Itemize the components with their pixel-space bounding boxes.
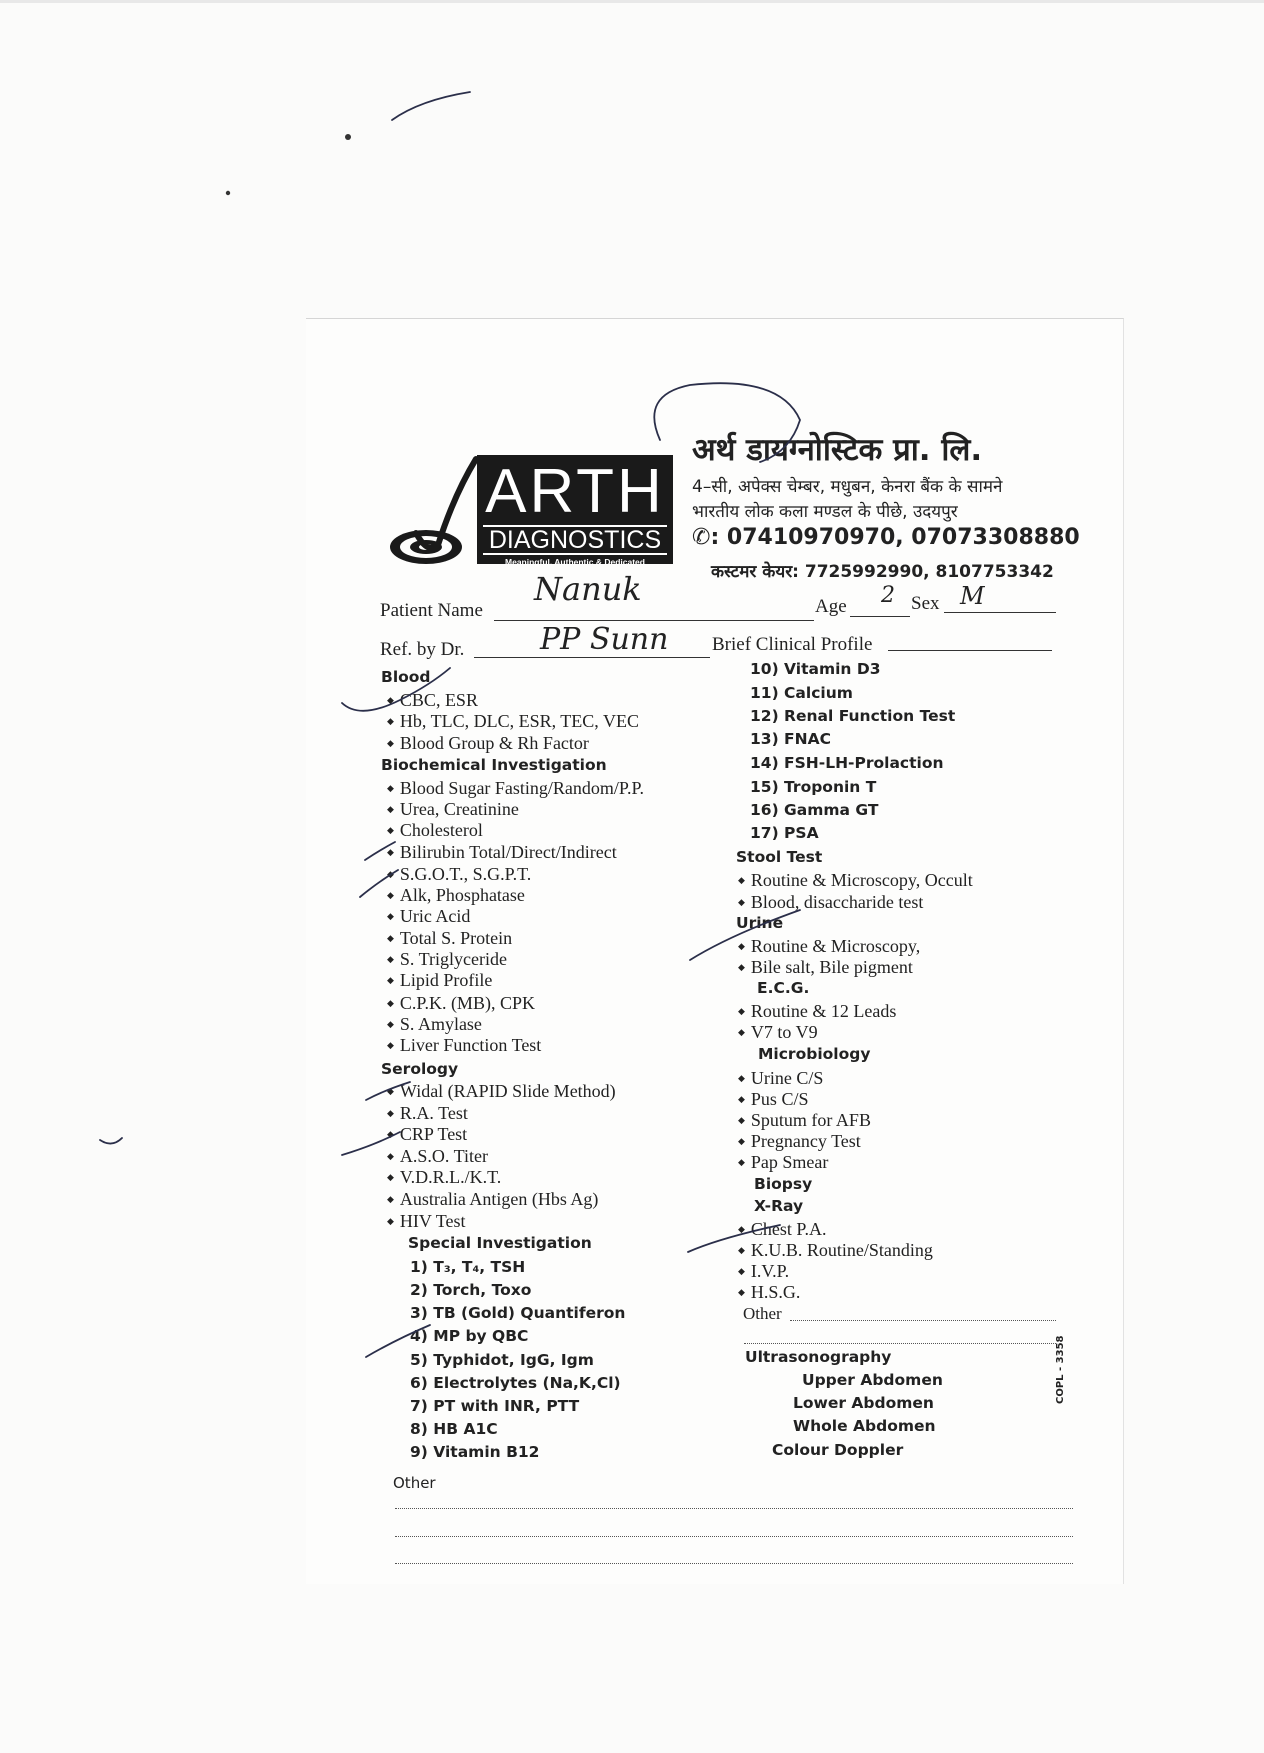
ultrasonography-heading: Ultrasonography <box>745 1348 892 1366</box>
numbered-test-item: 13) FNAC <box>750 730 831 748</box>
handwritten-ref-doctor: PP Sunn <box>540 622 669 657</box>
numbered-test-item: 1) T₃, T₄, TSH <box>410 1258 526 1276</box>
test-item: ◆ I.V.P. <box>738 1261 789 1284</box>
right-other-label: Other <box>743 1304 782 1323</box>
address-line2: भारतीय लोक कला मण्डल के पीछे, उदयपुर <box>692 502 958 522</box>
stray-mark-left <box>100 1138 122 1144</box>
numbered-test-item: 10) Vitamin D3 <box>750 660 881 678</box>
test-item: ◆ S. Amylase <box>387 1014 482 1037</box>
test-item: ◆ Pap Smear <box>738 1152 828 1175</box>
test-item: ◆ Hb, TLC, DLC, ESR, TEC, VEC <box>387 711 639 734</box>
tick-crp <box>342 1132 400 1155</box>
numbered-test-item: 3) TB (Gold) Quantiferon <box>410 1304 626 1322</box>
numbered-test-item: 6) Electrolytes (Na,K,Cl) <box>410 1374 621 1392</box>
test-item: ◆ HIV Test <box>387 1211 466 1234</box>
tick-urine <box>690 910 800 960</box>
print-code: COPL - 3358 <box>1055 1335 1066 1404</box>
usg-item-colour-doppler: Colour Doppler <box>772 1441 904 1459</box>
brand-tagline: Meaningful, Authentic & Dedicated <box>505 557 645 567</box>
pen-circle-mark <box>654 383 800 462</box>
dust-dot-1 <box>345 134 351 140</box>
brief-profile-label: Brief Clinical Profile <box>712 634 873 655</box>
numbered-test-item: 15) Troponin T <box>750 778 877 796</box>
test-item: ◆ A.S.O. Titer <box>387 1146 488 1169</box>
test-item: ◆ C.P.K. (MB), CPK <box>387 993 535 1016</box>
address-line1: 4–सी, अपेक्स चेम्बर, मधुबन, केनरा बैंक के सामने <box>692 477 1003 497</box>
numbered-test-item: 16) Gamma GT <box>750 801 879 819</box>
section-heading: E.C.G. <box>757 979 810 997</box>
test-item: ◆ Australia Antigen (Hbs Ag) <box>387 1189 598 1212</box>
age-label: Age <box>815 596 847 617</box>
dust-dot-2 <box>226 191 230 195</box>
test-item: ◆ Lipid Profile <box>387 970 492 993</box>
test-item: ◆ Pregnancy Test <box>738 1131 861 1154</box>
customer-care: कस्टमर केयर: 7725992990, 8107753342 <box>711 562 1054 582</box>
test-item: ◆ Total S. Protein <box>387 928 512 951</box>
section-heading: Urine <box>736 914 784 932</box>
section-heading: Biochemical Investigation <box>381 756 607 774</box>
handwritten-age: 2 <box>881 583 895 608</box>
brand-name: ARTH <box>485 457 665 526</box>
test-item: ◆ Alk, Phosphatase <box>387 885 525 908</box>
usg-item-lower-abdomen: Lower Abdomen <box>793 1394 934 1412</box>
test-item: ◆ Uric Acid <box>387 906 470 929</box>
phone-icon: ✆ <box>692 525 711 550</box>
section-heading: Biopsy <box>754 1175 813 1193</box>
tick-sgot <box>360 870 398 897</box>
numbered-test-item: 12) Renal Function Test <box>750 707 956 725</box>
section-heading: Blood <box>381 668 431 686</box>
test-item: ◆ Blood Sugar Fasting/Random/P.P. <box>387 778 644 801</box>
tick-mp-qbc <box>366 1325 430 1357</box>
test-item: ◆ Cholesterol <box>387 820 483 843</box>
test-item: ◆ H.S.G. <box>738 1282 800 1305</box>
tick-xray <box>688 1225 780 1252</box>
tick-bilirubin <box>365 842 395 860</box>
test-item: ◆ Pus C/S <box>738 1089 808 1112</box>
section-heading: Special Investigation <box>408 1234 592 1252</box>
handwritten-patient-name: Nanuk <box>534 570 642 608</box>
left-other-label: Other <box>393 1474 436 1492</box>
test-item: ◆ Liver Function Test <box>387 1035 541 1058</box>
test-item: ◆ Bile salt, Bile pigment <box>738 957 913 980</box>
test-item: ◆ Blood Group & Rh Factor <box>387 733 589 756</box>
numbered-test-item: 7) PT with INR, PTT <box>410 1397 580 1415</box>
numbered-test-item: 9) Vitamin B12 <box>410 1443 540 1461</box>
test-item: ◆ Bilirubin Total/Direct/Indirect <box>387 842 617 865</box>
test-item: ◆ Urine C/S <box>738 1068 823 1091</box>
test-item: ◆ S.G.O.T., S.G.P.T. <box>387 864 531 887</box>
section-heading: Microbiology <box>758 1045 871 1063</box>
patient-name-label: Patient Name <box>380 600 483 621</box>
test-item: ◆ K.U.B. Routine/Standing <box>738 1240 933 1263</box>
tick-widal <box>366 1082 410 1100</box>
usg-item-whole-abdomen: Whole Abdomen <box>793 1417 936 1435</box>
test-item: ◆ Blood, disaccharide test <box>738 892 923 915</box>
test-item: ◆ CBC, ESR <box>387 690 478 713</box>
test-item: ◆ Urea, Creatinine <box>387 799 519 822</box>
test-item: ◆ Widal (RAPID Slide Method) <box>387 1081 616 1104</box>
test-item: ◆ S. Triglyceride <box>387 949 507 972</box>
tick-cbc <box>342 668 450 711</box>
numbered-test-item: 5) Typhidot, IgG, Igm <box>410 1351 594 1369</box>
test-item: ◆ Routine & 12 Leads <box>738 1001 896 1024</box>
test-item: ◆ CRP Test <box>387 1124 467 1147</box>
test-item: ◆ Routine & Microscopy, Occult <box>738 870 973 893</box>
test-item: ◆ R.A. Test <box>387 1103 468 1126</box>
usg-item-upper-abdomen: Upper Abdomen <box>802 1371 943 1389</box>
numbered-test-item: 17) PSA <box>750 824 819 842</box>
sex-label: Sex <box>911 593 940 614</box>
numbered-test-item: 2) Torch, Toxo <box>410 1281 532 1299</box>
company-name-hindi: अर्थ डायग्नोस्टिक प्रा. लि. <box>692 432 983 468</box>
test-item: ◆ V7 to V9 <box>738 1022 818 1045</box>
numbered-test-item: 14) FSH-LH-Prolaction <box>750 754 944 772</box>
section-heading: Serology <box>381 1060 459 1078</box>
numbered-test-item: 4) MP by QBC <box>410 1327 529 1345</box>
numbered-test-item: 11) Calcium <box>750 684 853 702</box>
stray-mark-top <box>392 92 470 120</box>
numbered-test-item: 8) HB A1C <box>410 1420 498 1438</box>
section-heading: X-Ray <box>754 1197 804 1215</box>
handwritten-sex: M <box>960 582 985 610</box>
test-item: ◆ Routine & Microscopy, <box>738 936 920 959</box>
section-heading: Stool Test <box>736 848 823 866</box>
test-item: ◆ Chest P.A. <box>738 1219 826 1242</box>
test-item: ◆ V.D.R.L./K.T. <box>387 1167 501 1190</box>
ref-by-label: Ref. by Dr. <box>380 639 465 660</box>
test-item: ◆ Sputum for AFB <box>738 1110 871 1133</box>
brand-subname: DIAGNOSTICS <box>483 525 667 555</box>
phone-numbers: : 07410970970, 07073308880 <box>710 525 1080 550</box>
